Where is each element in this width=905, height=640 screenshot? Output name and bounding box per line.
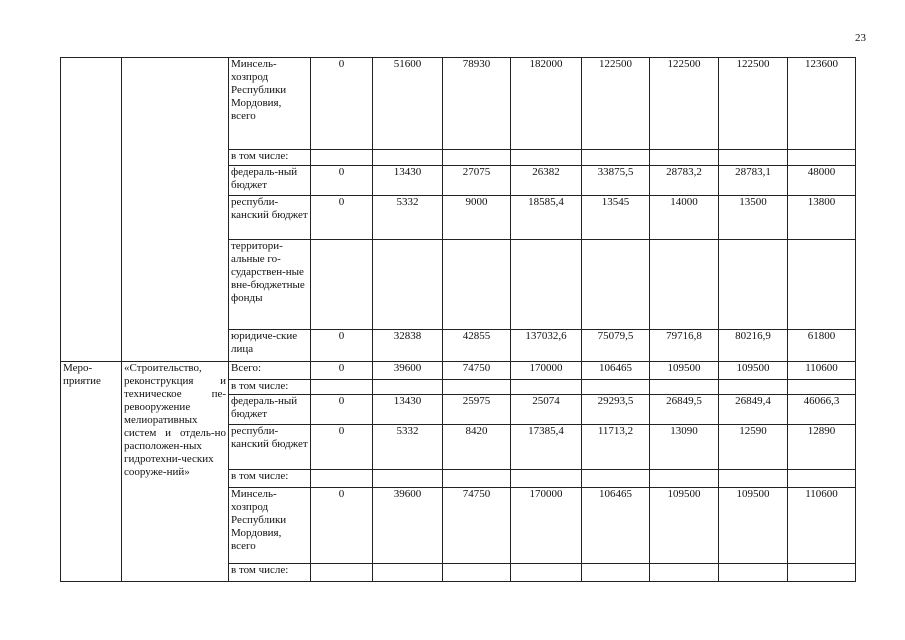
value-cell: 109500 <box>719 488 788 564</box>
value-cell: 18585,4 <box>511 196 582 240</box>
value-cell: 32838 <box>373 330 443 362</box>
value-cell: 122500 <box>719 58 788 150</box>
value-cell <box>719 380 788 395</box>
value-cell: 80216,9 <box>719 330 788 362</box>
value-cell: 26382 <box>511 166 582 196</box>
value-cell: 0 <box>311 166 373 196</box>
value-cell <box>650 380 719 395</box>
value-cell: 170000 <box>511 488 582 564</box>
value-cell <box>788 470 856 488</box>
value-cell <box>311 470 373 488</box>
value-cell: 14000 <box>650 196 719 240</box>
value-cell: 51600 <box>373 58 443 150</box>
budget-table <box>60 57 856 582</box>
measure-name-cell: «Строительство, реконструкция и техническое пе-ревооружение мелиоративных систем и отдель-но расположен-ных гидротехни-ческих сооруже-ний» <box>122 362 229 582</box>
funding-source-cell: республи-канский бюджет <box>229 425 311 470</box>
value-cell <box>719 470 788 488</box>
value-cell <box>788 380 856 395</box>
value-cell <box>582 380 650 395</box>
table-row <box>61 58 856 150</box>
value-cell: 13430 <box>373 166 443 196</box>
value-cell: 170000 <box>511 362 582 380</box>
value-cell: 13430 <box>373 395 443 425</box>
value-cell: 13090 <box>650 425 719 470</box>
value-cell <box>650 240 719 330</box>
funding-source-cell: юридиче-ские лица <box>229 330 311 362</box>
value-cell: 106465 <box>582 362 650 380</box>
value-cell: 5332 <box>373 196 443 240</box>
value-cell: 5332 <box>373 425 443 470</box>
value-cell <box>650 564 719 582</box>
value-cell: 182000 <box>511 58 582 150</box>
value-cell: 46066,3 <box>788 395 856 425</box>
value-cell <box>511 240 582 330</box>
funding-source-cell: Минсель-хозпрод Республики Мордовия, всего <box>229 58 311 150</box>
name-cell-empty <box>122 58 229 362</box>
value-cell: 33875,5 <box>582 166 650 196</box>
value-cell: 122500 <box>582 58 650 150</box>
value-cell: 74750 <box>443 362 511 380</box>
value-cell: 13500 <box>719 196 788 240</box>
value-cell <box>311 240 373 330</box>
value-cell: 0 <box>311 362 373 380</box>
value-cell <box>788 150 856 166</box>
value-cell: 25975 <box>443 395 511 425</box>
measure-type-cell: Меро-приятие <box>61 362 122 582</box>
value-cell: 13800 <box>788 196 856 240</box>
value-cell <box>719 564 788 582</box>
value-cell <box>373 564 443 582</box>
value-cell: 0 <box>311 330 373 362</box>
table-row <box>61 362 856 380</box>
value-cell: 123600 <box>788 58 856 150</box>
value-cell <box>443 564 511 582</box>
value-cell <box>311 380 373 395</box>
value-cell <box>582 150 650 166</box>
value-cell: 17385,4 <box>511 425 582 470</box>
value-cell: 122500 <box>650 58 719 150</box>
value-cell <box>582 470 650 488</box>
funding-source-cell: федераль-ный бюджет <box>229 395 311 425</box>
value-cell: 12590 <box>719 425 788 470</box>
value-cell: 29293,5 <box>582 395 650 425</box>
funding-source-cell: Всего: <box>229 362 311 380</box>
value-cell: 13545 <box>582 196 650 240</box>
value-cell <box>511 470 582 488</box>
value-cell: 109500 <box>650 362 719 380</box>
value-cell <box>719 150 788 166</box>
value-cell: 61800 <box>788 330 856 362</box>
value-cell <box>650 470 719 488</box>
value-cell <box>788 564 856 582</box>
funding-source-cell: территори-альные го-сударствен-ные вне-бюджетные фонды <box>229 240 311 330</box>
value-cell <box>788 240 856 330</box>
value-cell: 109500 <box>650 488 719 564</box>
value-cell <box>373 240 443 330</box>
value-cell: 0 <box>311 196 373 240</box>
value-cell: 110600 <box>788 488 856 564</box>
value-cell <box>719 240 788 330</box>
value-cell: 0 <box>311 425 373 470</box>
value-cell <box>311 150 373 166</box>
value-cell: 25074 <box>511 395 582 425</box>
value-cell <box>511 564 582 582</box>
value-cell: 42855 <box>443 330 511 362</box>
value-cell: 48000 <box>788 166 856 196</box>
value-cell: 110600 <box>788 362 856 380</box>
value-cell <box>443 150 511 166</box>
value-cell: 0 <box>311 395 373 425</box>
value-cell: 11713,2 <box>582 425 650 470</box>
value-cell: 109500 <box>719 362 788 380</box>
value-cell: 28783,2 <box>650 166 719 196</box>
value-cell: 12890 <box>788 425 856 470</box>
value-cell: 27075 <box>443 166 511 196</box>
value-cell <box>443 380 511 395</box>
value-cell <box>511 150 582 166</box>
value-cell: 106465 <box>582 488 650 564</box>
value-cell: 28783,1 <box>719 166 788 196</box>
funding-source-cell: в том числе: <box>229 470 311 488</box>
value-cell <box>582 564 650 582</box>
value-cell: 26849,4 <box>719 395 788 425</box>
value-cell <box>511 380 582 395</box>
value-cell: 75079,5 <box>582 330 650 362</box>
value-cell <box>650 150 719 166</box>
value-cell <box>311 564 373 582</box>
value-cell: 9000 <box>443 196 511 240</box>
value-cell <box>373 470 443 488</box>
page-number: 23 <box>855 32 866 44</box>
value-cell: 39600 <box>373 488 443 564</box>
funding-source-cell: в том числе: <box>229 150 311 166</box>
type-cell-empty <box>61 58 122 362</box>
value-cell: 137032,6 <box>511 330 582 362</box>
value-cell <box>443 240 511 330</box>
value-cell <box>373 150 443 166</box>
value-cell: 8420 <box>443 425 511 470</box>
value-cell <box>582 240 650 330</box>
value-cell: 74750 <box>443 488 511 564</box>
value-cell: 79716,8 <box>650 330 719 362</box>
funding-source-cell: республи-канский бюджет <box>229 196 311 240</box>
value-cell: 78930 <box>443 58 511 150</box>
value-cell: 0 <box>311 488 373 564</box>
funding-source-cell: в том числе: <box>229 380 311 395</box>
value-cell: 0 <box>311 58 373 150</box>
value-cell <box>443 470 511 488</box>
value-cell: 39600 <box>373 362 443 380</box>
funding-source-cell: в том числе: <box>229 564 311 582</box>
funding-source-cell: Минсель-хозпрод Республики Мордовия, всего <box>229 488 311 564</box>
funding-source-cell: федераль-ный бюджет <box>229 166 311 196</box>
value-cell: 26849,5 <box>650 395 719 425</box>
value-cell <box>373 380 443 395</box>
